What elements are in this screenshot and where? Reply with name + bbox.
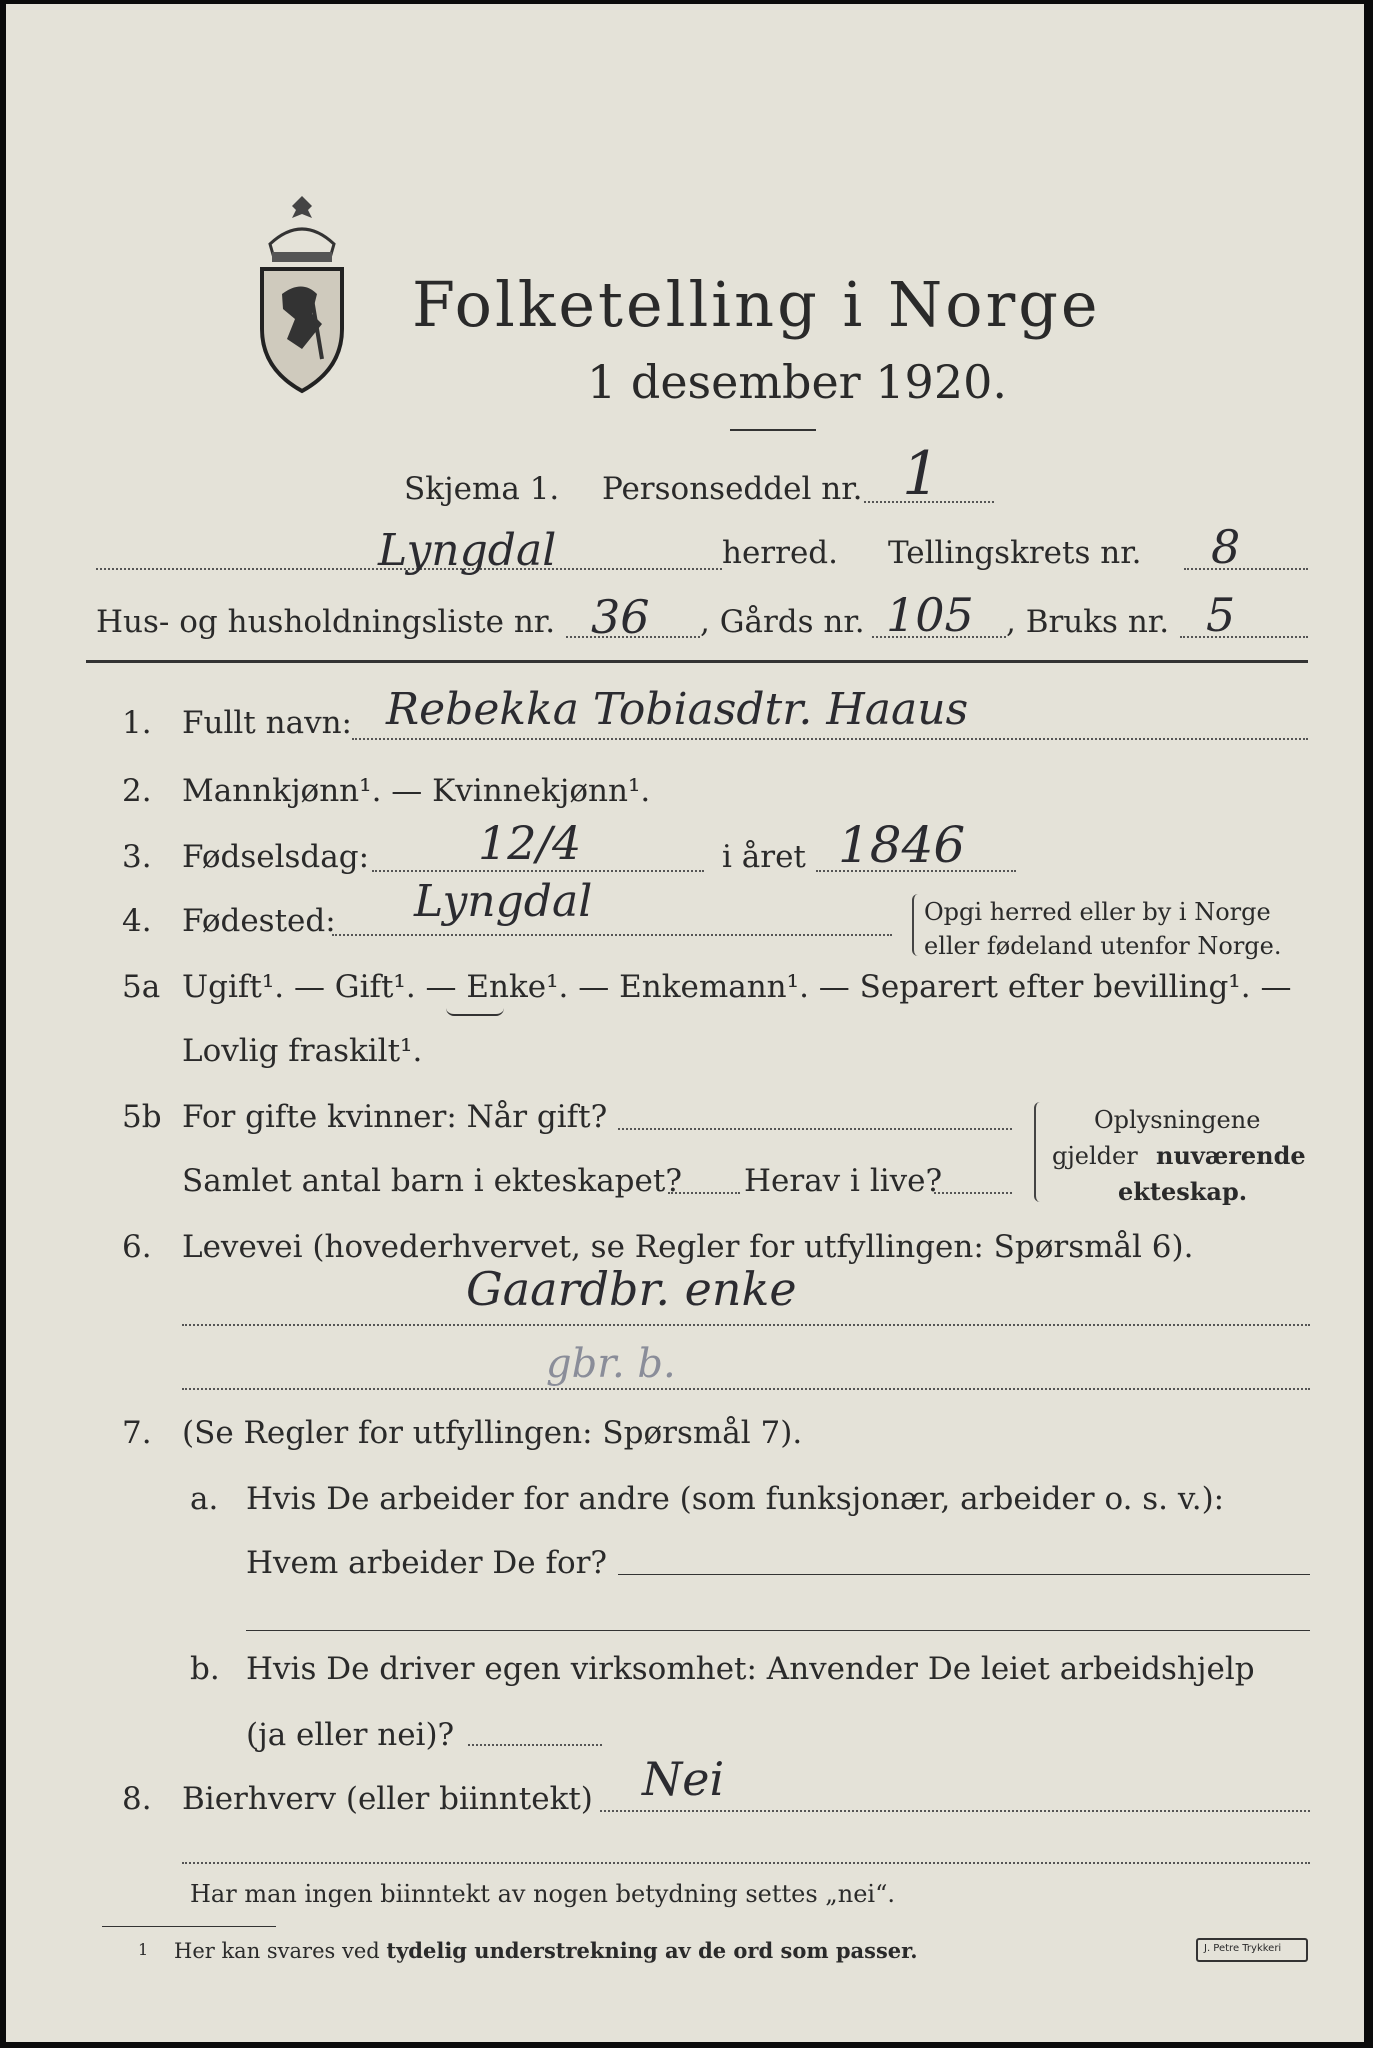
printer-stamp-text: J. Petre Trykkeri xyxy=(1204,1943,1282,1954)
q5b-alive-field[interactable] xyxy=(934,1192,1012,1194)
q7a-field-1[interactable] xyxy=(618,1574,1310,1575)
q8-label: Bierhverv (eller biinntekt) xyxy=(182,1781,593,1817)
herred-label: herred. xyxy=(722,535,838,571)
q4-number: 4. xyxy=(122,903,152,939)
herred-value: Lyngdal xyxy=(378,525,557,576)
q5b-label-children: Samlet antal barn i ekteskapet? xyxy=(182,1163,682,1199)
q7a-field-2[interactable] xyxy=(246,1630,1310,1631)
q4-label: Fødested: xyxy=(182,903,336,939)
q5b-note-line2b: nuværende xyxy=(1156,1141,1306,1170)
q7a-line2: Hvem arbeider De for? xyxy=(246,1545,608,1581)
q8-number: 8. xyxy=(122,1781,152,1817)
q4-note-line2: eller fødeland utenfor Norge. xyxy=(924,932,1282,960)
tellingskrets-label: Tellingskrets nr. xyxy=(888,535,1142,571)
q3-day-value: 12/4 xyxy=(478,816,582,870)
q6-value: Gaardbr. enke xyxy=(466,1262,797,1316)
tellingskrets-value: 8 xyxy=(1211,520,1241,574)
q8-field-2[interactable] xyxy=(182,1862,1310,1864)
q7-label: (Se Regler for utfyllingen: Spørsmål 7). xyxy=(182,1415,803,1451)
q7b-line1: Hvis De driver egen virksomhet: Anvender De leiet arbeidshjelp xyxy=(246,1651,1255,1687)
q7b-letter: b. xyxy=(190,1651,220,1687)
gards-label: , Gårds nr. xyxy=(700,604,865,640)
q4-value: Lyngdal xyxy=(414,876,593,927)
q6-field-1[interactable] xyxy=(182,1324,1310,1326)
q1-label: Fullt navn: xyxy=(182,705,352,741)
bruks-field[interactable] xyxy=(1180,636,1308,638)
q7a-letter: a. xyxy=(190,1481,219,1517)
q5b-note-line1: Oplysningene xyxy=(1094,1106,1261,1134)
footnote-rule xyxy=(102,1926,276,1927)
q6-value-2: gbr. b. xyxy=(546,1341,676,1387)
census-form-page xyxy=(6,4,1364,2042)
q8-value: Nei xyxy=(642,1752,725,1806)
title-rule xyxy=(730,429,816,431)
q3-year-label: i året xyxy=(722,839,806,875)
q5b-note-brace xyxy=(1034,1102,1044,1202)
q6-label: Levevei (hovederhvervet, se Regler for utfyllingen: Spørsmål 6). xyxy=(182,1229,1194,1265)
q6-number: 6. xyxy=(122,1229,152,1265)
q3-label: Fødselsdag: xyxy=(182,839,370,875)
q4-field[interactable] xyxy=(332,934,892,936)
q4-note-line1: Opgi herred eller by i Norge xyxy=(924,898,1271,926)
q2-number: 2. xyxy=(122,773,152,809)
q8-field[interactable] xyxy=(600,1810,1310,1812)
q1-number: 1. xyxy=(122,705,152,741)
q5a-line2: Lovlig fraskilt¹. xyxy=(182,1033,423,1069)
q5b-children-field[interactable] xyxy=(668,1192,740,1194)
footnote-bold: tydelig understrekning av de ord som passer. xyxy=(386,1938,918,1963)
q5b-note-line3: ekteskap. xyxy=(1118,1177,1248,1206)
q5a-number: 5a xyxy=(122,969,161,1005)
q7-number: 7. xyxy=(122,1415,152,1451)
q6-field-2[interactable] xyxy=(182,1388,1310,1390)
q5b-label-married: For gifte kvinner: Når gift? xyxy=(182,1099,608,1135)
footnote-pre: Her kan svares ved xyxy=(174,1939,380,1963)
hus-label: Hus- og husholdningsliste nr. xyxy=(96,604,556,640)
gards-value: 105 xyxy=(886,588,974,642)
q2-label: Mannkjønn¹. — Kvinnekjønn¹. xyxy=(182,773,651,809)
coat-of-arms-icon xyxy=(252,194,352,394)
form-title: Folketelling i Norge xyxy=(412,268,1101,341)
personseddel-value: 1 xyxy=(902,439,941,509)
q5b-married-field[interactable] xyxy=(618,1128,1012,1130)
census-date: 1 desember 1920. xyxy=(587,355,1007,409)
q7a-line1: Hvis De arbeider for andre (som funksjonær, arbeider o. s. v.): xyxy=(246,1481,1225,1517)
footer-note: Har man ingen biinntekt av nogen betydning settes „nei“. xyxy=(190,1880,895,1908)
q7b-line2: (ja eller nei)? xyxy=(246,1717,455,1753)
q1-field[interactable] xyxy=(352,738,1308,740)
q3-day-field[interactable] xyxy=(372,870,704,872)
footnote-mark: 1 xyxy=(138,1940,149,1959)
q4-note-brace xyxy=(912,894,922,956)
q5a-line1: Ugift¹. — Gift¹. — Enke¹. — Enkemann¹. — Separert efter bevilling¹. — xyxy=(182,969,1292,1005)
printer-stamp xyxy=(1196,1938,1308,1962)
hus-value: 36 xyxy=(591,590,650,644)
q3-year-value: 1846 xyxy=(838,816,966,874)
q5b-note-line2a: gjelder xyxy=(1052,1142,1138,1170)
q3-number: 3. xyxy=(122,839,152,875)
q5b-label-alive: Herav i live? xyxy=(744,1163,943,1199)
tellingskrets-field[interactable] xyxy=(1184,568,1308,570)
footnote-text xyxy=(174,1940,918,1962)
q5b-number: 5b xyxy=(122,1099,162,1135)
q1-value: Rebekka Tobiasdtr. Haaus xyxy=(386,684,969,735)
enke-underline xyxy=(446,1008,504,1016)
skjema-label: Skjema 1. xyxy=(404,471,560,507)
bruks-label: , Bruks nr. xyxy=(1006,604,1170,640)
q7b-field[interactable] xyxy=(468,1744,602,1746)
section-divider xyxy=(86,660,1308,663)
personseddel-label: Personseddel nr. xyxy=(602,471,863,507)
bruks-value: 5 xyxy=(1206,588,1236,642)
